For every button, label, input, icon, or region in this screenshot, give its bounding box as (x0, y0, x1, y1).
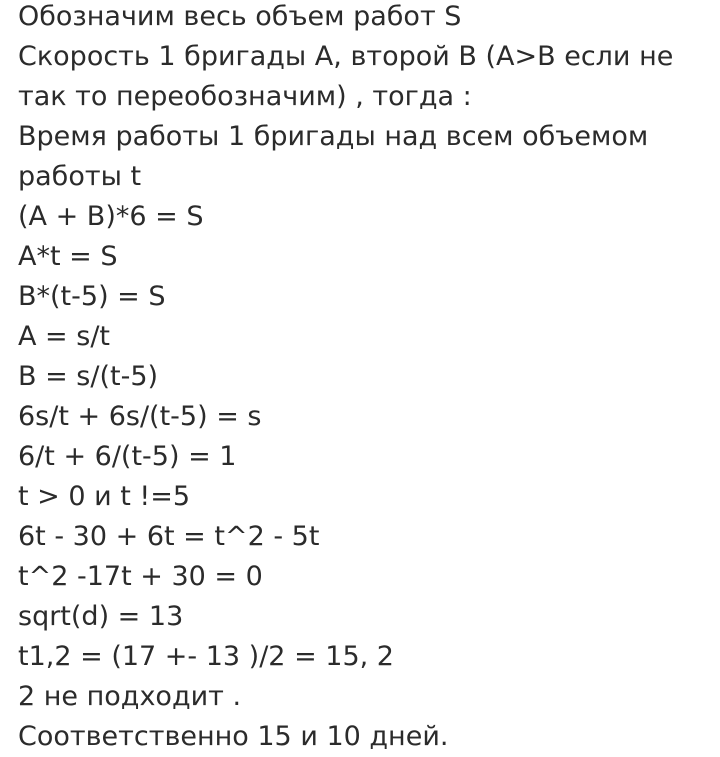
text-line: работы t (18, 161, 142, 192)
answer-line: Соответственно 15 и 10 дней. (18, 721, 449, 752)
equation-line: t1,2 = (17 +- 13 )/2 = 15, 2 (18, 641, 394, 672)
text-line: Скорость 1 бригады А, второй В (A>B если не (18, 41, 674, 72)
condition-line: t > 0 и t !=5 (18, 481, 191, 512)
equation-line: t^2 -17t + 30 = 0 (18, 561, 263, 592)
text-line: Обозначим весь объем работ S (18, 1, 462, 32)
text-line: Время работы 1 бригады над всем объемом (18, 121, 649, 152)
equation-line: A = s/t (18, 321, 111, 352)
solution-text (18, 0, 712, 757)
equation-line: A*t = S (18, 241, 118, 272)
equation-line: (A + B)*6 = S (18, 201, 204, 232)
equation-line: 6s/t + 6s/(t-5) = s (18, 401, 262, 432)
equation-line: 6/t + 6/(t-5) = 1 (18, 441, 237, 472)
text-line: 2 не подходит . (18, 681, 242, 712)
equation-line: B*(t-5) = S (18, 281, 166, 312)
text-line: так то переобозначим) , тогда : (18, 81, 472, 112)
equation-line: 6t - 30 + 6t = t^2 - 5t (18, 521, 320, 552)
equation-line: B = s/(t-5) (18, 361, 159, 392)
equation-line: sqrt(d) = 13 (18, 601, 184, 632)
